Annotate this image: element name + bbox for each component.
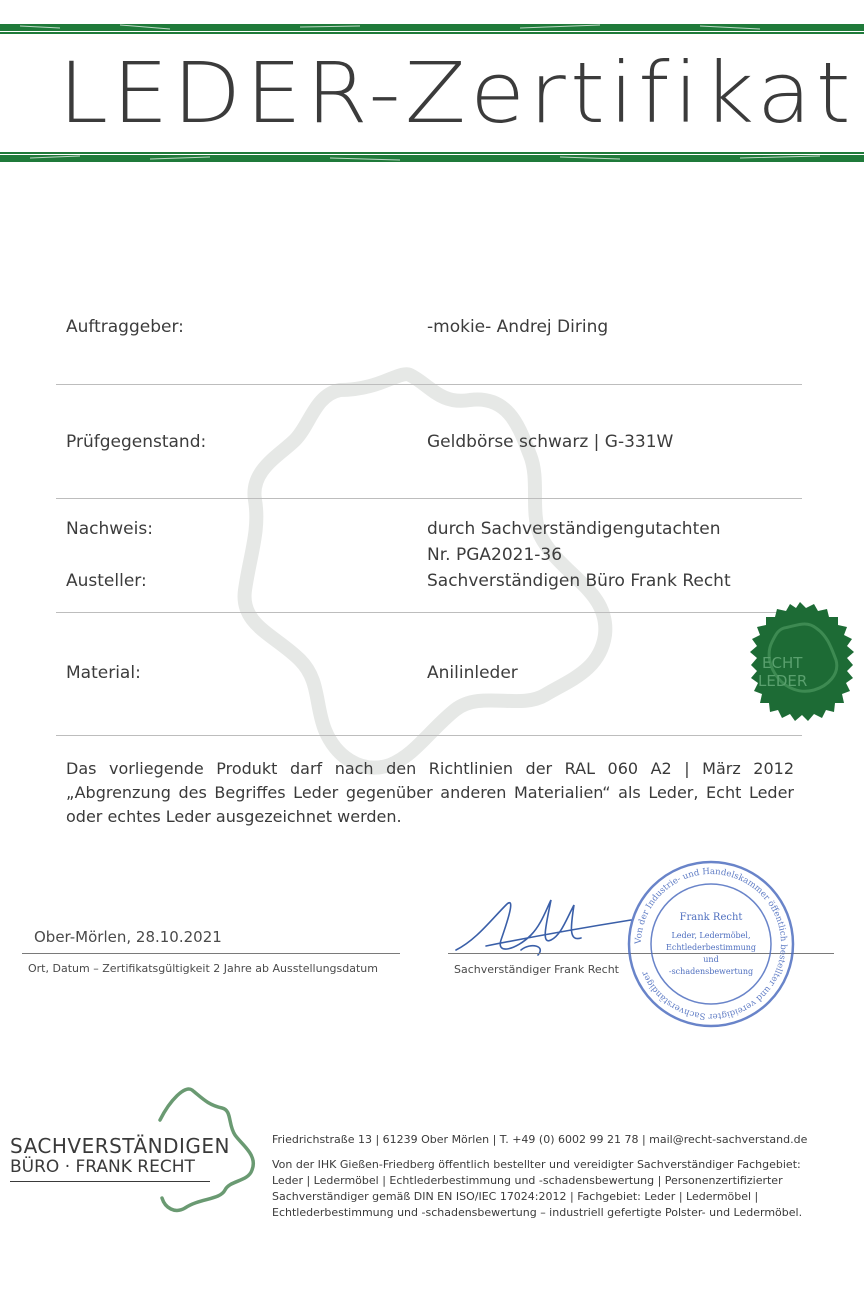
document-title: LEDER-Zertifikat (58, 44, 855, 142)
material-label: Material: (66, 663, 141, 683)
client-value: -mokie- Andrej Diring (427, 317, 609, 337)
proof-label: Nachweis: (66, 519, 153, 539)
issuer-label: Austeller: (66, 571, 147, 591)
test-object-label: Prüfgegenstand: (66, 432, 207, 452)
divider (56, 498, 802, 499)
stamp-line4: -schadensbewertung (668, 967, 754, 976)
seal-line2: LEDER (758, 672, 808, 690)
echt-leder-seal (736, 598, 864, 728)
logo-text-line1: SACHVERSTÄNDIGEN (10, 1134, 231, 1158)
stamp-line1: Leder, Ledermöbel, (671, 931, 751, 940)
proof-value: durch Sachverständigengutachten (427, 519, 721, 539)
signer-caption: Sachverständiger Frank Recht (454, 963, 619, 976)
stamp-line2: Echtlederbestimmung (666, 943, 756, 952)
logo-underline (10, 1181, 210, 1182)
test-object-value: Geldbörse schwarz | G-331W (427, 432, 674, 452)
stamp-ring-text: Von der Industrie- und Handelskammer öffentlich bestellter und vereidigter Sachverständiger (633, 866, 789, 1022)
header-bottom-stripe (0, 150, 864, 164)
client-label: Auftraggeber: (66, 317, 184, 337)
official-stamp (625, 858, 797, 1030)
footer-contact: Friedrichstraße 13 | 61239 Ober Mörlen | T. +49 (0) 6002 99 21 78 | mail@recht-sachverstand.de (272, 1133, 808, 1146)
footer-description: Von der IHK Gießen-Friedberg öffentlich bestellter und vereidigter Sachverständiger Fachgebiet: Leder | Ledermöbel | Echtlederbestimmung und -schadensbewertung | Personenzertifizierter Sachverständiger gemäß DIN EN ISO/IEC 17024:2012 | Fachgebiet: Leder | Ledermöbel | Echtlederbestimmung und -schadensbewertung – industriell gefertigte Polster- und Ledermöbel. (272, 1158, 803, 1219)
issuer-value: Sachverständigen Büro Frank Recht (427, 571, 731, 591)
seal-line1: ECHT (762, 654, 803, 672)
certification-statement: Das vorliegende Produkt darf nach den Richtlinien der RAL 060 A2 | März 2012 „Abgrenzung des Begriffes Leder gegenüber anderen Materialien“ als Leder, Echt Leder oder echtes Leder ausgezeichnet werden. (66, 759, 794, 826)
material-value: Anilinleder (427, 663, 518, 683)
stamp-line3: und (703, 955, 719, 964)
handwritten-signature (446, 880, 646, 970)
divider (56, 735, 802, 736)
divider (56, 384, 802, 385)
proof-number: Nr. PGA2021-36 (427, 545, 563, 565)
place-date-caption: Ort, Datum – Zertifikatsgültigkeit 2 Jahre ab Ausstellungsdatum (28, 962, 378, 975)
place-date: Ober-Mörlen, 28.10.2021 (34, 928, 222, 946)
stamp-name: Frank Recht (679, 912, 743, 923)
logo-text-line2: BÜRO · FRANK RECHT (10, 1157, 195, 1177)
header-top-stripe (0, 22, 864, 36)
divider (56, 612, 802, 613)
place-date-line (22, 953, 400, 954)
